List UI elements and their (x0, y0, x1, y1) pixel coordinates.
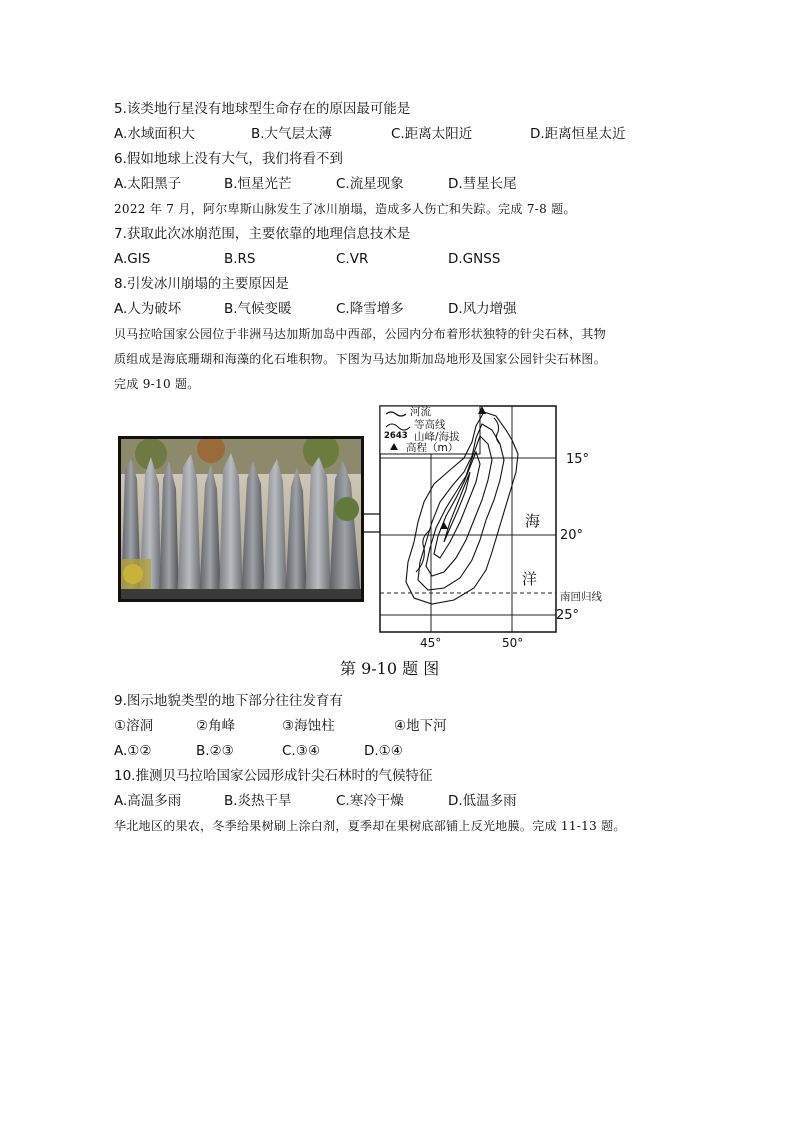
q6-stem: 6.假如地球上没有大气，我们将看不到 (114, 151, 343, 167)
legend-peak-value: 2643 (384, 431, 408, 441)
q9-stem: 9.图示地貌类型的地下部分往往发育有 (114, 693, 343, 709)
q9-option-b: B.②③ (196, 743, 234, 759)
q9-item-2: ②角峰 (196, 718, 236, 734)
q9-option-d: D.①④ (364, 743, 403, 759)
q9-option-a: A.①② (114, 743, 152, 759)
figure-caption: 第 9-10 题 图 (340, 659, 440, 678)
q5-option-b: B.大气层太薄 (251, 126, 333, 142)
sea-label-yang: 洋 (522, 570, 538, 588)
q10-option-a: A.高温多雨 (114, 793, 182, 809)
intro-9-10-line-2: 质组成是海底珊瑚和海藻的化石堆积物。下图为马达加斯加岛地形及国家公园针尖石林图。 (114, 352, 607, 366)
q6-option-c: C.流星现象 (336, 176, 404, 192)
figure-9-10 (114, 402, 684, 652)
q10-stem: 10.推测贝马拉哈国家公园形成针尖石林时的气候特征 (114, 768, 433, 784)
q8-option-b: B.气候变暖 (224, 301, 292, 317)
q9-item-4: ④地下河 (394, 718, 447, 734)
intro-9-10-line-3: 完成 9-10 题。 (114, 377, 200, 391)
sea-label-hai: 海 (525, 512, 541, 530)
q10-option-c: C.寒冷干燥 (336, 793, 404, 809)
legend-peak-unit: 高程（m） (406, 442, 459, 454)
q6-option-a: A.太阳黑子 (114, 176, 182, 192)
lon-label-50: 50° (502, 636, 524, 650)
legend-river-label: 河流 (410, 406, 431, 418)
q8-options (114, 300, 674, 318)
q7-options (114, 250, 674, 268)
q7-option-d: D.GNSS (448, 251, 501, 267)
q9-options (114, 742, 674, 760)
q10-options (114, 792, 674, 810)
q5-option-a: A.水域面积大 (114, 126, 195, 142)
lat-label-20: 20° (560, 528, 584, 543)
q9-item-1: ①溶洞 (114, 718, 154, 734)
q7-option-c: C.VR (336, 251, 369, 267)
legend-contour-label: 等高线 (414, 419, 446, 431)
q8-option-a: A.人为破坏 (114, 301, 182, 317)
tropic-label: 南回归线 (560, 591, 602, 603)
q10-option-b: B.炎热干旱 (224, 793, 292, 809)
lon-label-45: 45° (420, 636, 442, 650)
intro-9-10-line-1: 贝马拉哈国家公园位于非洲马达加斯加岛中西部，公园内分布着形状独特的针尖石林，其物 (114, 327, 607, 341)
q8-option-c: C.降雪增多 (336, 301, 404, 317)
q5-option-d: D.距离恒星太近 (530, 126, 626, 142)
q5-option-c: C.距离太阳近 (391, 126, 473, 142)
q10-option-d: D.低温多雨 (448, 793, 517, 809)
q6-option-d: D.彗星长尾 (448, 176, 517, 192)
intro-7-8: 2022 年 7 月，阿尔卑斯山脉发生了冰川崩塌，造成多人伤亡和失踪。完成 7-8 题。 (114, 202, 576, 216)
q7-stem: 7.获取此次冰崩范围，主要依靠的地理信息技术是 (114, 226, 411, 242)
lat-label-25: 25° (556, 608, 580, 623)
q9-items (114, 717, 674, 735)
q8-option-d: D.风力增强 (448, 301, 517, 317)
q9-option-c: C.③④ (282, 743, 320, 759)
q7-option-a: A.GIS (114, 251, 151, 267)
q8-stem: 8.引发冰川崩塌的主要原因是 (114, 276, 289, 292)
q5-options (114, 125, 674, 143)
lat-label-15: 15° (566, 452, 590, 467)
intro-11-13: 华北地区的果农，冬季给果树刷上涂白剂，夏季却在果树底部铺上反光地膜。完成 11-13 题。 (114, 819, 626, 833)
q9-item-3: ③海蚀柱 (282, 718, 335, 734)
q7-option-b: B.RS (224, 251, 256, 267)
q6-options (114, 175, 674, 193)
q5-stem: 5.该类地行星没有地球型生命存在的原因最可能是 (114, 101, 411, 117)
q6-option-b: B.恒星光芒 (224, 176, 292, 192)
legend-peak-label: 山峰/海拔 (414, 431, 460, 443)
